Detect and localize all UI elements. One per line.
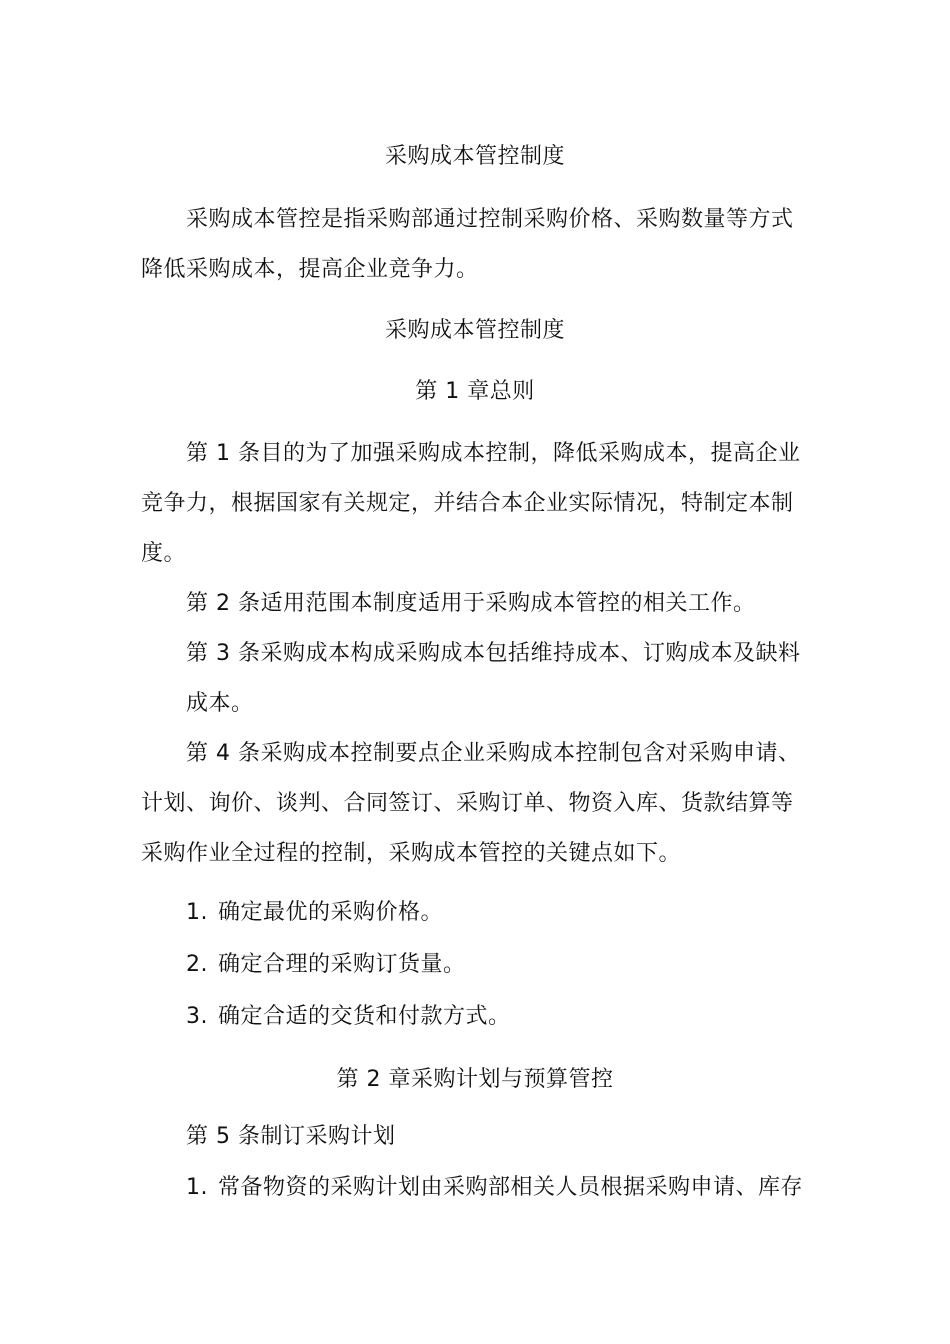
list-item xyxy=(186,950,466,980)
article-1-line-1: 第 1 条目的为了加强采购成本控制，降低采购成本，提高企业 xyxy=(186,441,801,466)
list-item xyxy=(186,898,443,928)
chapter-2-heading: 第 2 章采购计划与预算管控 xyxy=(336,1067,614,1092)
article-4-line-2: 计划、询价、谈判、合同签订、采购订单、物资入库、货款结算等 xyxy=(141,791,794,816)
list-item-text: 确定最优的采购价格。 xyxy=(218,900,444,925)
list-item-number: 1. xyxy=(186,1175,208,1200)
article-5: 第 5 条制订采购计划 xyxy=(186,1124,396,1149)
intro-line-2: 降低采购成本，提高企业竞争力。 xyxy=(141,257,479,282)
list-item xyxy=(186,1173,803,1203)
article-3-line-1: 第 3 条采购成本构成采购成本包括维持成本、订购成本及缺料 xyxy=(186,641,801,666)
list-item-text: 常备物资的采购计划由采购部相关人员根据采购申请、库存 xyxy=(218,1175,804,1200)
list-item-number: 1. xyxy=(186,900,208,925)
article-2: 第 2 条适用范围本制度适用于采购成本管控的相关工作。 xyxy=(186,591,756,616)
article-1-line-2: 竞争力，根据国家有关规定，并结合本企业实际情况，特制定本制 xyxy=(141,491,794,516)
list-item xyxy=(186,1002,511,1032)
document-subtitle: 采购成本管控制度 xyxy=(384,318,565,343)
intro-line-1: 采购成本管控是指采购部通过控制采购价格、采购数量等方式 xyxy=(186,207,794,232)
list-item-number: 3. xyxy=(186,1004,208,1029)
article-1-line-3: 度。 xyxy=(141,541,187,566)
list-item-number: 2. xyxy=(186,952,208,977)
list-item-text: 确定合理的采购订货量。 xyxy=(218,952,466,977)
article-4-line-3: 采购作业全过程的控制，采购成本管控的关键点如下。 xyxy=(141,841,682,866)
article-3-line-2: 成本。 xyxy=(186,691,254,716)
document-title: 采购成本管控制度 xyxy=(384,144,565,169)
article-4-line-1: 第 4 条采购成本控制要点企业采购成本控制包含对采购申请、 xyxy=(186,741,801,766)
list-item-text: 确定合适的交货和付款方式。 xyxy=(218,1004,511,1029)
chapter-1-heading: 第 1 章总则 xyxy=(415,379,535,404)
